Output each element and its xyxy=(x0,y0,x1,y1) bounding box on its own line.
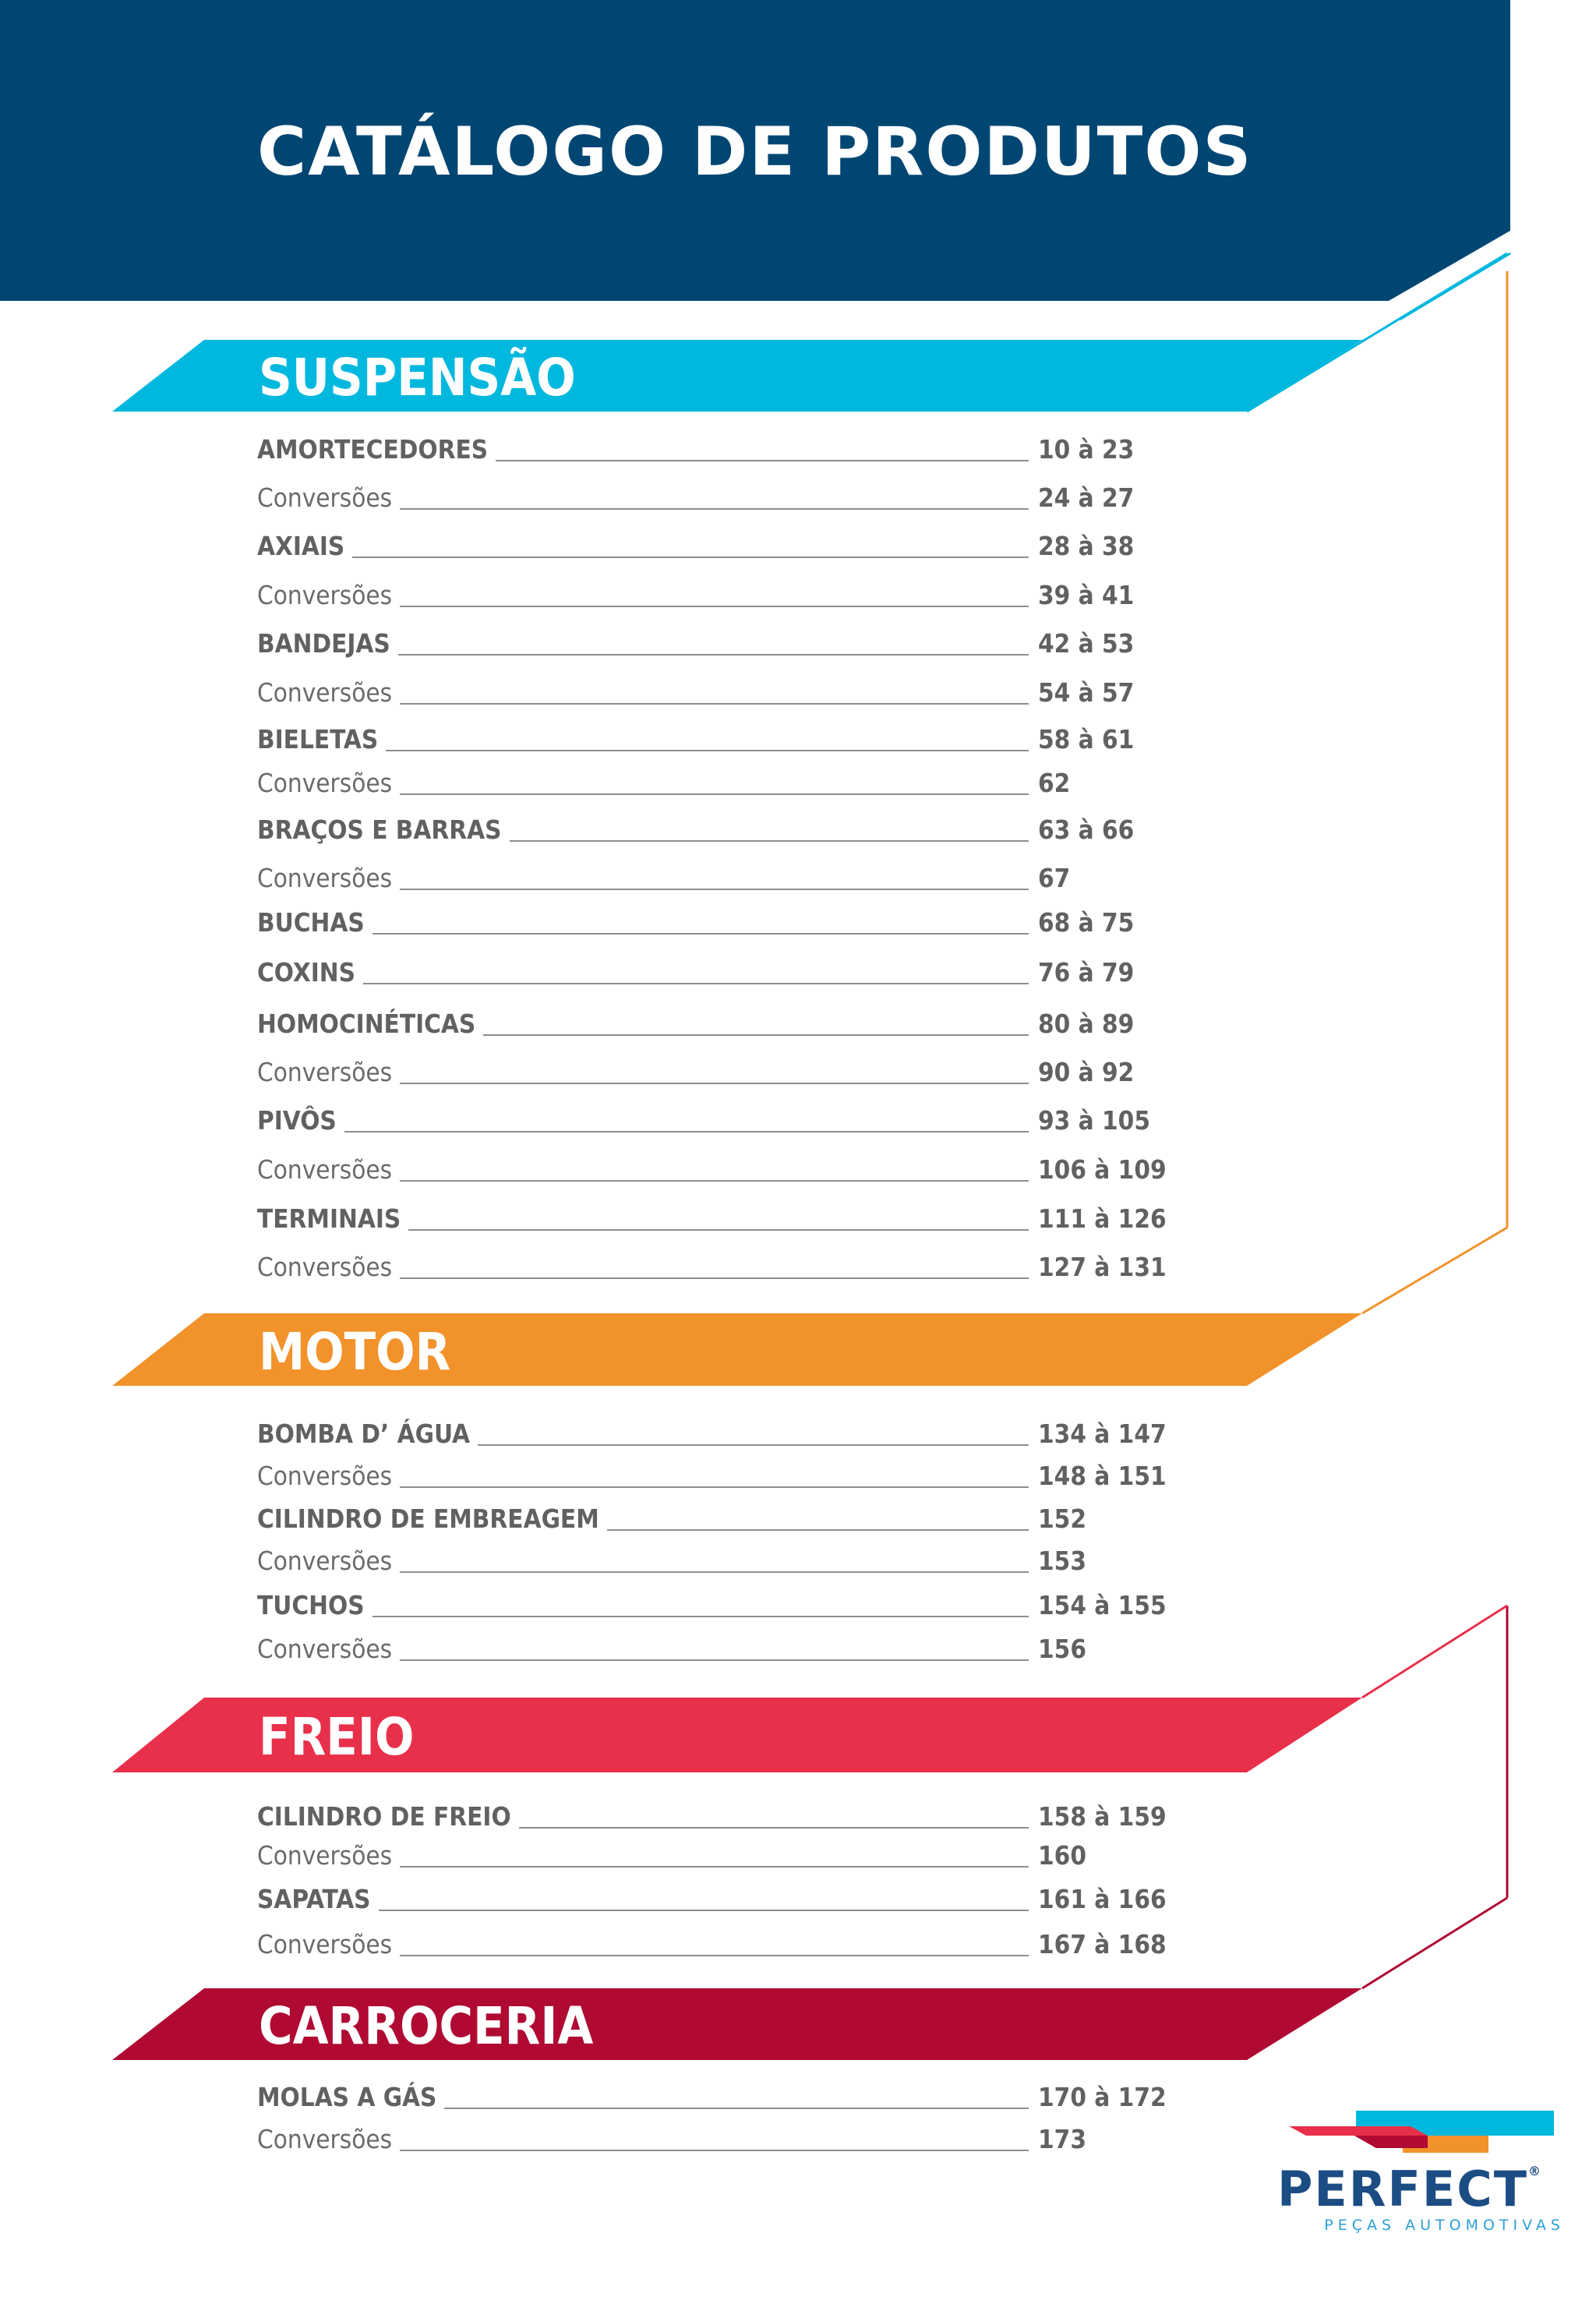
logo-mark-icon xyxy=(1255,2104,1566,2167)
toc-row-label: Conversões xyxy=(257,580,400,610)
toc-row-pages: 76 à 79 xyxy=(1038,957,1135,988)
toc-row[interactable] xyxy=(257,532,1208,563)
toc-row-pages: 160 xyxy=(1038,1840,1086,1871)
toc-row[interactable] xyxy=(257,1885,1208,1916)
toc-row-label: Conversões xyxy=(257,482,400,513)
toc-row-label: Conversões xyxy=(257,1461,400,1491)
toc-row[interactable] xyxy=(257,629,1208,660)
toc-row[interactable] xyxy=(257,435,1208,466)
toc-row-pages: 62 xyxy=(1038,768,1071,798)
toc-row[interactable] xyxy=(257,908,1208,939)
toc-row[interactable] xyxy=(257,1546,1208,1578)
toc-row-label: Conversões xyxy=(257,1546,400,1576)
toc-row-label: AXIAIS xyxy=(257,531,352,561)
toc-row-pages: 42 à 53 xyxy=(1038,628,1135,659)
registered-mark: ® xyxy=(1528,2164,1543,2178)
toc-row[interactable] xyxy=(257,958,1208,989)
toc-row-pages: 156 xyxy=(1038,1634,1086,1664)
toc-row-label: BOMBA D’ ÁGUA xyxy=(257,1419,478,1449)
toc-row-label: HOMOCINÉTICAS xyxy=(257,1009,483,1039)
toc-row[interactable] xyxy=(257,1253,1208,1284)
toc-row-label: PIVÔS xyxy=(257,1105,344,1136)
toc-row-label: Conversões xyxy=(257,1634,400,1664)
toc-row-label: TERMINAIS xyxy=(257,1203,408,1234)
toc-row-pages: 154 à 155 xyxy=(1038,1590,1167,1620)
toc-row-label: BIELETAS xyxy=(257,724,386,754)
logo-brand-text: PERFECT xyxy=(1276,2161,1529,2217)
perfect-logo xyxy=(1255,2104,1566,2237)
toc-row-label: SAPATAS xyxy=(257,1884,379,1914)
toc-row[interactable] xyxy=(257,581,1208,612)
toc-row-pages: 170 à 172 xyxy=(1038,2082,1167,2112)
toc-row-pages: 161 à 166 xyxy=(1038,1884,1167,1914)
toc-row-label: COXINS xyxy=(257,957,363,988)
toc-row-label: CILINDRO DE EMBREAGEM xyxy=(257,1504,607,1534)
toc-row-pages: 28 à 38 xyxy=(1038,531,1135,561)
toc-row[interactable] xyxy=(257,1419,1208,1451)
toc-row-pages: 80 à 89 xyxy=(1038,1009,1135,1039)
toc-row-pages: 148 à 151 xyxy=(1038,1461,1167,1491)
section-accent-line-motor xyxy=(1362,1228,1507,1313)
toc-row-pages: 93 à 105 xyxy=(1038,1105,1150,1136)
toc-row-pages: 152 xyxy=(1038,1504,1086,1534)
toc-row[interactable] xyxy=(257,1461,1208,1493)
toc-row-label: Conversões xyxy=(257,2124,400,2154)
toc-row[interactable] xyxy=(257,1634,1208,1666)
logo-tagline: PEÇAS AUTOMOTIVAS xyxy=(1324,2217,1565,2234)
toc-row[interactable] xyxy=(257,1802,1208,1833)
toc-row-label: Conversões xyxy=(257,677,400,708)
toc-row[interactable] xyxy=(257,1155,1208,1186)
toc-row-label: AMORTECEDORES xyxy=(257,434,496,465)
toc-row-label: Conversões xyxy=(257,1154,400,1185)
toc-row-label: CILINDRO DE FREIO xyxy=(257,1801,519,1832)
section-title-suspensao: SUSPENSÃO xyxy=(259,348,576,408)
section-title-freio: FREIO xyxy=(259,1707,415,1767)
toc-row-pages: 153 xyxy=(1038,1546,1086,1576)
toc-row-pages: 111 à 126 xyxy=(1038,1203,1167,1234)
toc-row[interactable] xyxy=(257,725,1208,756)
toc-row-label: Conversões xyxy=(257,863,400,893)
section-accent-line-carroceria xyxy=(1362,1898,1507,1988)
toc-row[interactable] xyxy=(257,1204,1208,1235)
dot-leader xyxy=(257,557,1029,558)
toc-row[interactable] xyxy=(257,483,1208,514)
toc-row[interactable] xyxy=(257,1591,1208,1622)
toc-row-label: BANDEJAS xyxy=(257,628,398,659)
toc-row[interactable] xyxy=(257,1841,1208,1872)
toc-row-pages: 127 à 131 xyxy=(1038,1252,1167,1282)
page-title: CATÁLOGO DE PRODUTOS xyxy=(257,113,1253,191)
toc-row-pages: 58 à 61 xyxy=(1038,724,1135,754)
dot-leader xyxy=(257,983,1029,984)
toc-row-pages: 90 à 92 xyxy=(1038,1057,1135,1087)
toc-row-pages: 134 à 147 xyxy=(1038,1419,1167,1449)
toc-row[interactable] xyxy=(257,1504,1208,1535)
toc-row[interactable] xyxy=(257,815,1208,846)
toc-row-pages: 10 à 23 xyxy=(1038,434,1135,465)
toc-row-label: TUCHOS xyxy=(257,1590,373,1620)
toc-row-label: Conversões xyxy=(257,1929,400,1959)
toc-row-label: Conversões xyxy=(257,1840,400,1871)
dot-leader xyxy=(257,1616,1029,1617)
dot-leader xyxy=(257,933,1029,935)
toc-row[interactable] xyxy=(257,1930,1208,1961)
toc-row-label: Conversões xyxy=(257,1252,400,1282)
toc-row[interactable] xyxy=(257,1106,1208,1137)
toc-row-label: MOLAS A GÁS xyxy=(257,2082,444,2112)
dot-leader xyxy=(257,1131,1029,1132)
toc-row-pages: 54 à 57 xyxy=(1038,677,1135,708)
toc-row-pages: 24 à 27 xyxy=(1038,482,1135,513)
toc-row-label: Conversões xyxy=(257,1057,400,1087)
toc-row-pages: 68 à 75 xyxy=(1038,907,1135,938)
toc-row-label: BUCHAS xyxy=(257,907,373,938)
toc-row[interactable] xyxy=(257,769,1208,800)
toc-row[interactable] xyxy=(257,678,1208,709)
toc-row[interactable] xyxy=(257,1058,1208,1089)
toc-row[interactable] xyxy=(257,2125,1208,2156)
toc-row-pages: 173 xyxy=(1038,2124,1086,2154)
toc-row-pages: 106 à 109 xyxy=(1038,1154,1167,1185)
section-accent-line-freio xyxy=(1362,1606,1507,1698)
toc-row[interactable] xyxy=(257,1009,1208,1041)
toc-row[interactable] xyxy=(257,2083,1208,2114)
toc-row-pages: 67 xyxy=(1038,863,1071,893)
section-title-motor: MOTOR xyxy=(259,1322,451,1382)
toc-row-pages: 63 à 66 xyxy=(1038,814,1135,845)
section-title-carroceria: CARROCERIA xyxy=(259,1996,594,2056)
toc-row-label: BRAÇOS E BARRAS xyxy=(257,814,510,845)
toc-row-pages: 167 à 168 xyxy=(1038,1929,1167,1959)
logo-brand xyxy=(1255,2161,1565,2217)
toc-row[interactable] xyxy=(257,864,1208,895)
toc-row-pages: 158 à 159 xyxy=(1038,1801,1167,1832)
toc-row-label: Conversões xyxy=(257,768,400,798)
toc-row-pages: 39 à 41 xyxy=(1038,580,1135,610)
